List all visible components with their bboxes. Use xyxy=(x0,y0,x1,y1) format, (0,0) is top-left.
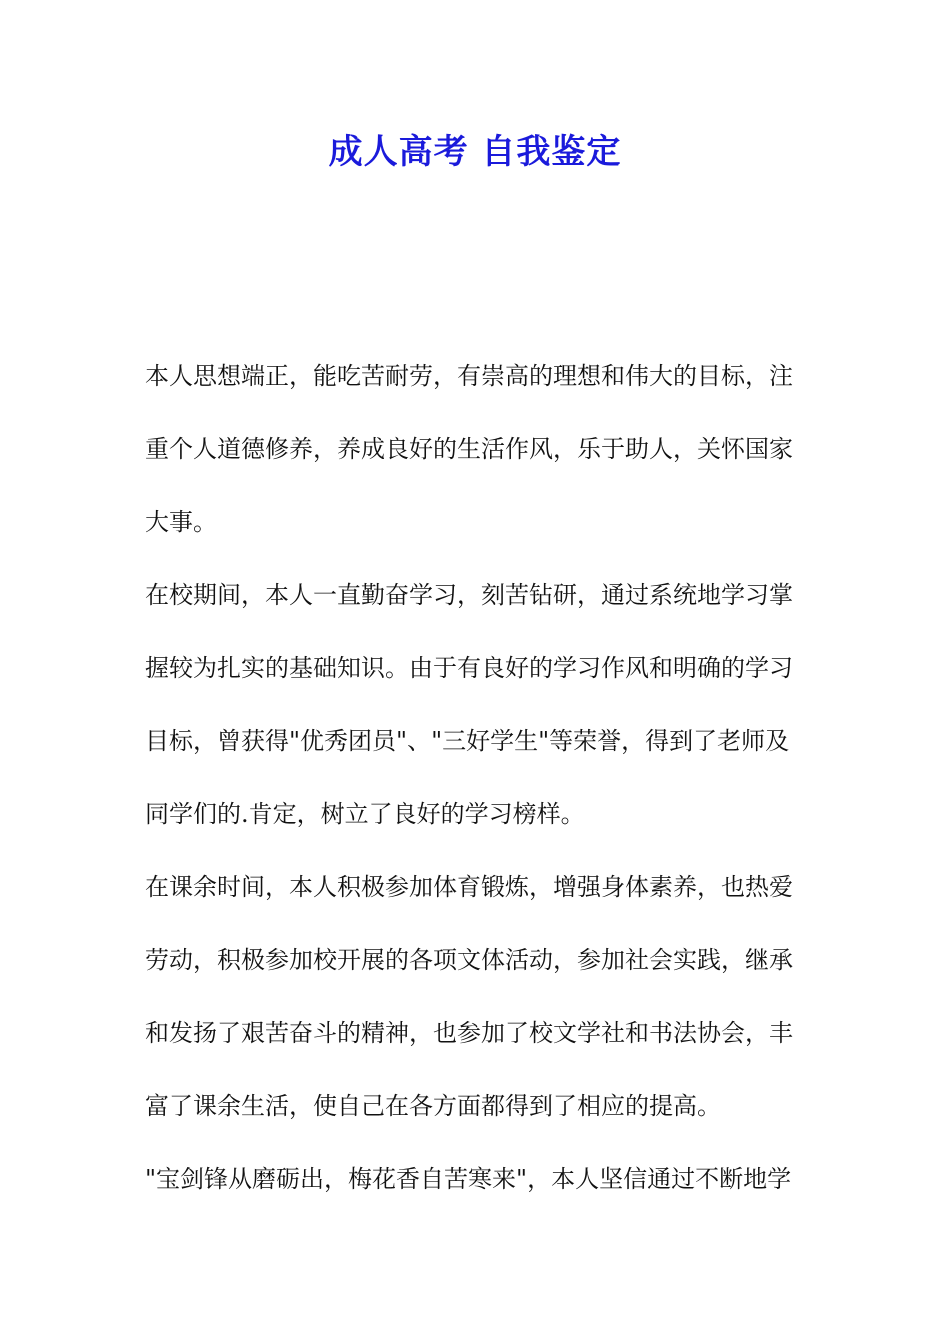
text-line: 和发扬了艰苦奋斗的精神，也参加了校文学社和书法协会，丰 xyxy=(145,1019,793,1047)
text-line: 在课余时间，本人积极参加体育锻炼，增强身体素养，也热爱 xyxy=(145,873,793,901)
text-line: 同学们的.肯定，树立了良好的学习榜样。 xyxy=(145,800,585,828)
document-body xyxy=(145,340,810,1216)
text-line: 劳动，积极参加校开展的各项文体活动，参加社会实践，继承 xyxy=(145,946,793,974)
text-line: 本人思想端正，能吃苦耐劳，有崇高的理想和伟大的目标，注 xyxy=(145,362,793,390)
text-line: 重个人道德修养，养成良好的生活作风，乐于助人，关怀国家 xyxy=(145,435,793,463)
text-line: 目标，曾获得"优秀团员"、"三好学生"等荣誉，得到了老师及 xyxy=(145,727,790,755)
text-line: 握较为扎实的基础知识。由于有良好的学习作风和明确的学习 xyxy=(145,654,793,682)
page-title: 成人高考 自我鉴定 xyxy=(328,132,622,172)
text-line: 在校期间，本人一直勤奋学习，刻苦钻研，通过系统地学习掌 xyxy=(145,581,793,609)
text-line: "宝剑锋从磨砺出，梅花香自苦寒来"，本人坚信通过不断地学 xyxy=(145,1165,792,1193)
text-line: 大事。 xyxy=(145,508,217,536)
text-line: 富了课余生活，使自己在各方面都得到了相应的提高。 xyxy=(145,1092,721,1120)
